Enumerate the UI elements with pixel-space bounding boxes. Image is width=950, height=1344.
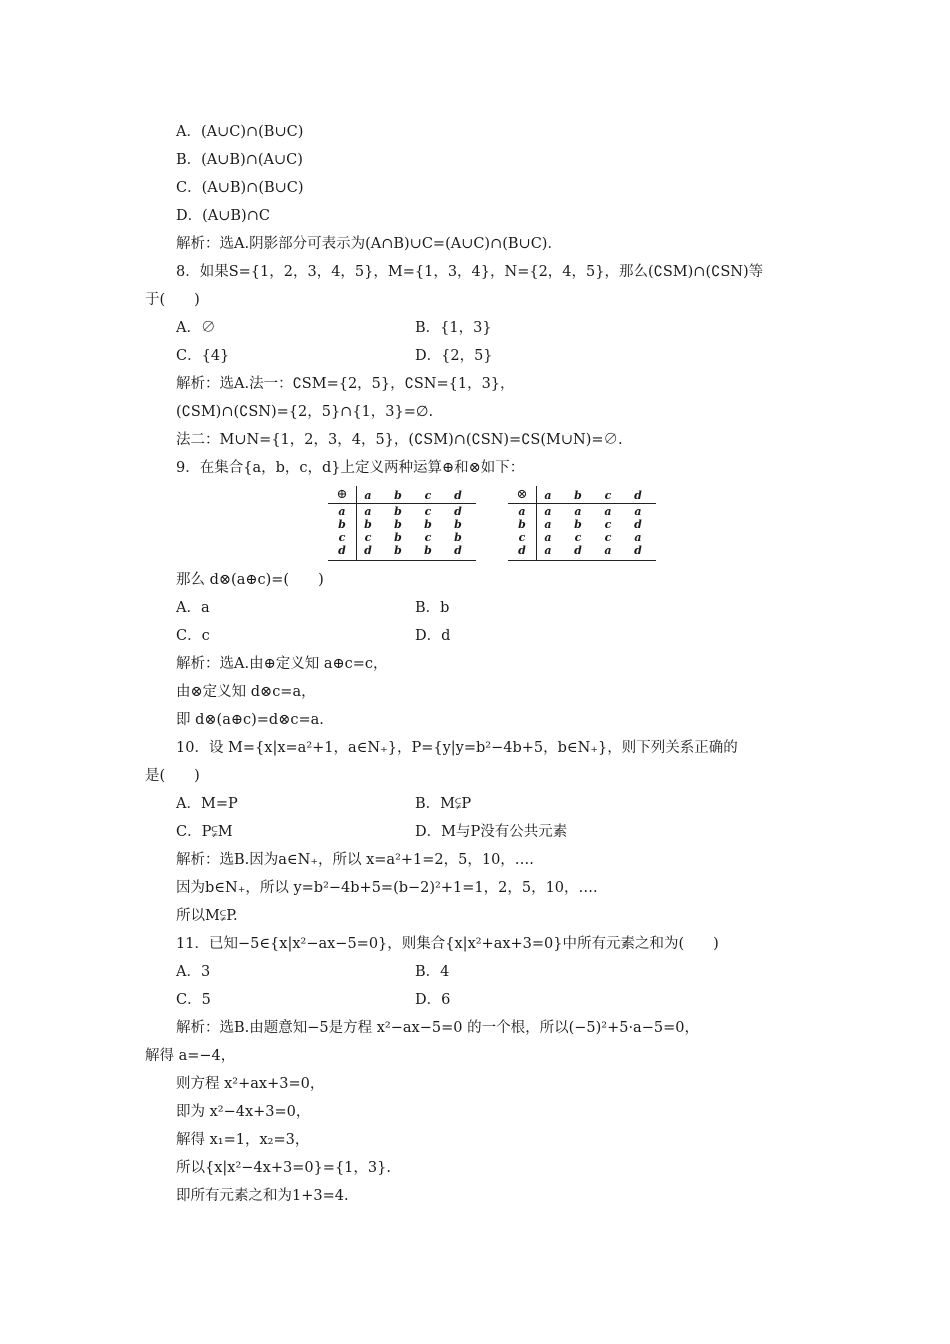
- q11-solution-5: 解得 x₁=1，x₂=3，: [176, 1132, 310, 1148]
- q8-option-b: B．{1，3}: [415, 320, 492, 336]
- table-row-label: a: [338, 505, 346, 518]
- table-cell: a: [544, 531, 552, 544]
- table-divider: [356, 486, 357, 560]
- table-header-cell: b: [394, 489, 402, 502]
- table-cell: a: [634, 531, 642, 544]
- q8-stem: 8．如果S={1，2，3，4，5}，M={1，3，4}，N={2，4，5}，那么(∁SM)∩(∁SN)等: [176, 264, 764, 280]
- table-cell: b: [454, 531, 462, 544]
- table-cell: b: [574, 518, 582, 531]
- table-row-label: c: [338, 531, 346, 544]
- table-divider: [536, 486, 537, 560]
- q7-option-b: B．(A∪B)∩(A∪C): [176, 152, 303, 168]
- table-cell: d: [574, 544, 582, 557]
- table-row-label: d: [338, 544, 346, 557]
- q10-stem: 10．设 M={x|x=a²+1，a∈N₊}，P={y|y=b²−4b+5，b∈N₊}，则下列关系正确的: [176, 740, 738, 756]
- table-divider: [328, 503, 476, 504]
- table-header-cell: d: [634, 489, 642, 502]
- table-cell: c: [424, 505, 432, 518]
- table-cell: d: [364, 544, 372, 557]
- q9-solution-3: 即 d⊗(a⊕c)=d⊗c=a.: [176, 712, 324, 728]
- q9-option-a: A．a: [176, 600, 210, 616]
- table-cell: a: [634, 505, 642, 518]
- q10-option-a: A．M=P: [176, 796, 238, 812]
- table-header-cell: c: [604, 489, 612, 502]
- table-cell: a: [544, 505, 552, 518]
- q8-solution-2: (∁SM)∩(∁SN)={2，5}∩{1，3}=∅.: [176, 404, 434, 420]
- q11-solution-6: 所以{x|x²−4x+3=0}={1，3}.: [176, 1160, 391, 1176]
- q8-stem-cont: 于( ): [145, 292, 200, 308]
- table-cell: d: [634, 518, 642, 531]
- table-row-label: b: [338, 518, 346, 531]
- table-cell: d: [454, 544, 462, 557]
- q11-option-b: B．4: [415, 964, 450, 980]
- table-cell: b: [394, 544, 402, 557]
- q10-solution-2: 因为b∈N₊，所以 y=b²−4b+5=(b−2)²+1=1，2，5，10，….: [176, 880, 598, 896]
- table-cell: b: [394, 531, 402, 544]
- table-header-cell: b: [574, 489, 582, 502]
- q10-solution-3: 所以M⫋P.: [176, 908, 238, 924]
- table-divider: [508, 560, 656, 561]
- table-cell: b: [394, 518, 402, 531]
- q8-option-a: A．∅: [176, 320, 216, 336]
- q11-solution-7: 即所有元素之和为1+3=4.: [176, 1188, 349, 1204]
- q11-stem: 11．已知−5∈{x|x²−ax−5=0}，则集合{x|x²+ax+3=0}中所有元素之和为( ): [176, 936, 719, 952]
- table-cell: c: [574, 531, 582, 544]
- table-header-cell: a: [364, 489, 372, 502]
- table-cell: a: [604, 505, 612, 518]
- table-cell: b: [364, 518, 372, 531]
- times-op-symbol: ⊗: [516, 487, 528, 502]
- table-cell: a: [544, 544, 552, 557]
- table-cell: c: [604, 531, 612, 544]
- q9-question: 那么 d⊗(a⊕c)=( ): [176, 572, 324, 588]
- table-cell: b: [394, 505, 402, 518]
- table-header-cell: a: [544, 489, 552, 502]
- table-cell: c: [424, 531, 432, 544]
- table-cell: c: [604, 518, 612, 531]
- table-divider: [328, 560, 476, 561]
- q7-option-a: A．(A∪C)∩(B∪C): [176, 124, 304, 140]
- q10-option-b: B．M⫋P: [415, 796, 472, 812]
- table-divider: [508, 503, 656, 504]
- q8-option-d: D．{2，5}: [415, 348, 493, 364]
- table-cell: a: [364, 505, 372, 518]
- q11-solution-2: 解得 a=−4，: [145, 1048, 236, 1064]
- table-row-label: d: [518, 544, 526, 557]
- table-header-cell: d: [454, 489, 462, 502]
- table-cell: b: [424, 518, 432, 531]
- q8-option-c: C．{4}: [176, 348, 230, 364]
- table-cell: a: [604, 544, 612, 557]
- q10-option-d: D．M与P没有公共元素: [415, 824, 568, 840]
- table-row-label: a: [518, 505, 526, 518]
- q10-solution-1: 解析：选B.因为a∈N₊，所以 x=a²+1=2，5，10，….: [176, 852, 534, 868]
- q10-stem-cont: 是( ): [145, 768, 200, 784]
- q7-solution: 解析：选A.阴影部分可表示为(A∩B)∪C=(A∪C)∩(B∪C)．: [176, 236, 562, 252]
- q11-solution-3: 则方程 x²+ax+3=0，: [176, 1076, 325, 1092]
- table-cell: d: [634, 544, 642, 557]
- q9-stem: 9．在集合{a，b，c，d}上定义两种运算⊕和⊗如下：: [176, 460, 525, 476]
- table-cell: a: [544, 518, 552, 531]
- table-cell: a: [574, 505, 582, 518]
- table-row-label: b: [518, 518, 526, 531]
- plus-op-symbol: ⊕: [336, 487, 348, 502]
- q11-solution-4: 即为 x²−4x+3=0，: [176, 1104, 311, 1120]
- table-cell: b: [424, 544, 432, 557]
- table-cell: c: [364, 531, 372, 544]
- q9-option-d: D．d: [415, 628, 451, 644]
- q11-solution-1: 解析：选B.由题意知−5是方程 x²−ax−5=0 的一个根，所以(−5)²+5·a−5=0，: [176, 1020, 699, 1036]
- q8-solution-1: 解析：选A.法一：∁SM={2，5}，∁SN={1，3}，: [176, 376, 515, 392]
- q11-option-a: A．3: [176, 964, 211, 980]
- table-row-label: c: [518, 531, 526, 544]
- times-operation-table: [508, 486, 658, 562]
- q7-option-c: C．(A∪B)∩(B∪C): [176, 180, 304, 196]
- q9-solution-1: 解析：选A.由⊕定义知 a⊕c=c，: [176, 656, 388, 672]
- table-cell: b: [454, 518, 462, 531]
- table-cell: d: [454, 505, 462, 518]
- q9-solution-2: 由⊗定义知 d⊗c=a，: [176, 684, 316, 700]
- q9-option-b: B．b: [415, 600, 450, 616]
- q11-option-c: C．5: [176, 992, 211, 1008]
- q8-solution-3: 法二：M∪N={1，2，3，4，5}，(∁SM)∩(∁SN)=∁S(M∪N)=∅.: [176, 432, 623, 448]
- table-header-cell: c: [424, 489, 432, 502]
- plus-operation-table: [328, 486, 478, 562]
- q9-option-c: C．c: [176, 628, 210, 644]
- q7-option-d: D．(A∪B)∩C: [176, 208, 270, 224]
- q11-option-d: D．6: [415, 992, 451, 1008]
- q10-option-c: C．P⫋M: [176, 824, 233, 840]
